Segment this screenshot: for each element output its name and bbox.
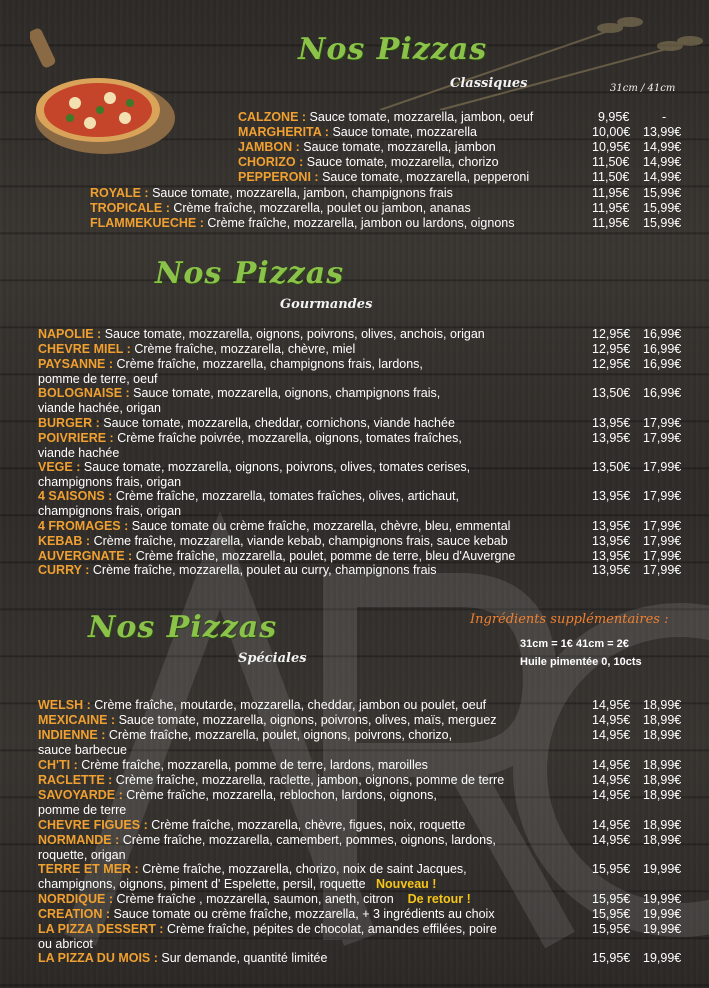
pizza-illustration-icon — [30, 28, 180, 158]
price-small: 15,95€ — [592, 922, 631, 936]
price-large: 18,99€ — [643, 698, 682, 712]
price-large: 19,99€ — [643, 892, 682, 906]
menu-item-pizza-dessert: LA PIZZA DESSERT : Crème fraîche, pépites de chocolat, amandes effilées, poire ou abricot — [38, 922, 497, 951]
price-small: 11,50€ — [592, 170, 630, 184]
price-large: 17,99€ — [643, 460, 682, 474]
menu-item-paysanne: PAYSANNE : Crème fraîche, mozzarella, champignons frais, lardons, pomme de terre, oeuf — [38, 357, 423, 386]
menu-item-chevre-miel: CHEVRE MIEL : Crème fraîche, mozzarella, chèvre, miel — [38, 342, 356, 356]
menu-item-kebab: KEBAB : Crème fraîche, mozzarella, viande kebab, champignons frais, sauce kebab — [38, 534, 508, 548]
price-small: 14,95€ — [592, 758, 631, 772]
price-large: 18,99€ — [643, 833, 682, 847]
price-small: 13,95€ — [592, 549, 631, 563]
menu-item-vege: VEGE : Sauce tomate, mozzarella, oignons, poivrons, olives, tomates cerises, champignons frais, origan — [38, 460, 471, 489]
price-large: 14,99€ — [643, 155, 682, 169]
price-large: 19,99€ — [643, 862, 682, 876]
price-large: 16,99€ — [643, 327, 682, 341]
price-small: 15,95€ — [592, 907, 631, 921]
menu-item-4-fromages: 4 FROMAGES : Sauce tomate ou crème fraîche, mozzarella, chèvre, bleu, emmental — [38, 519, 511, 533]
menu-item-curry: CURRY : Crème fraîche, mozzarella, poulet au curry, champignons frais — [38, 563, 437, 577]
menu-item-chevre-figues: CHEVRE FIGUES : Crème fraîche, mozzarella, chèvre, figues, noix, roquette — [38, 818, 466, 832]
section-subtitle-speciales: Spéciales — [238, 651, 307, 666]
menu-item-mexicaine: MEXICAINE : Sauce tomate, mozzarella, oignons, poivrons, olives, maïs, merguez — [38, 713, 497, 727]
menu-item-bolognaise: BOLOGNAISE : Sauce tomate, mozzarella, oignons, champignons frais, viande hachée, origan — [38, 386, 441, 415]
menu-item-chorizo: CHORIZO : Sauce tomate, mozzarella, chorizo — [238, 155, 499, 169]
price-large: 17,99€ — [643, 534, 682, 548]
price-large: 15,99€ — [643, 201, 682, 215]
price-small: 14,95€ — [592, 728, 631, 742]
price-large: 17,99€ — [643, 489, 682, 503]
price-small: 13,95€ — [592, 431, 631, 445]
price-small: 12,95€ — [592, 357, 631, 371]
price-small: 13,95€ — [592, 519, 631, 533]
price-large: 17,99€ — [643, 519, 682, 533]
price-small: 13,50€ — [592, 386, 631, 400]
menu-item-jambon: JAMBON : Sauce tomate, mozzarella, jambon — [238, 140, 496, 154]
price-small: 11,95€ — [592, 201, 630, 215]
menu-item-auvergnate: AUVERGNATE : Crème fraîche, mozzarella, poulet, pomme de terre, bleu d'Auvergne — [38, 549, 516, 563]
menu-item-poivriere: POIVRIERE : Crème fraîche poivrée, mozzarella, oignons, tomates fraîches, viande hachée — [38, 431, 462, 460]
menu-item-savoyarde: SAVOYARDE : Crème fraîche, mozzarella, reblochon, lardons, oignons, pomme de terre — [38, 788, 437, 817]
price-large: 18,99€ — [643, 713, 682, 727]
menu-item-pepperoni: PEPPERONI : Sauce tomate, mozzarella, pepperoni — [238, 170, 530, 184]
extras-chili-oil: Huile pimentée 0, 10cts — [520, 656, 642, 668]
menu-item-tropicale: TROPICALE : Crème fraîche, mozzarella, poulet ou jambon, ananas — [90, 201, 471, 215]
new-badge: Nouveau ! — [376, 877, 437, 891]
extras-size-prices: 31cm = 1€ 41cm = 2€ — [520, 638, 629, 650]
price-large: 14,99€ — [643, 140, 682, 154]
price-small: 14,95€ — [592, 698, 631, 712]
menu-item-raclette: RACLETTE : Crème fraîche, mozzarella, raclette, jambon, oignons, pomme de terre — [38, 773, 505, 787]
extras-title: Ingrédients supplémentaires : — [470, 612, 669, 627]
menu-item-napolie: NAPOLIE : Sauce tomate, mozzarella, oignons, poivrons, olives, anchois, origan — [38, 327, 485, 341]
price-small: 14,95€ — [592, 788, 631, 802]
menu-item-nordique: NORDIQUE : Crème fraîche , mozzarella, saumon, aneth, citron De retour ! — [38, 892, 471, 906]
price-large: 13,99€ — [643, 125, 682, 139]
menu-item-flammekueche: FLAMMEKUECHE : Crème fraîche, mozzarella, jambon ou lardons, oignons — [90, 216, 515, 230]
menu-item-terre-et-mer: TERRE ET MER : Crème fraîche, mozzarella, chorizo, noix de saint Jacques, champignons, oignons, piment d' Espelette, persil, roquette Nouveau ! — [38, 862, 467, 891]
section-subtitle-classiques: Classiques — [450, 76, 528, 91]
price-large: 17,99€ — [643, 549, 682, 563]
price-small: 12,95€ — [592, 327, 631, 341]
menu-item-indienne: INDIENNE : Crème fraîche, mozzarella, poulet, oignons, poivrons, chorizo, sauce barbecue — [38, 728, 453, 757]
price-large: 17,99€ — [643, 431, 682, 445]
price-large: 19,99€ — [643, 951, 682, 965]
price-large: 15,99€ — [643, 186, 682, 200]
price-large: 17,99€ — [643, 416, 682, 430]
price-small: 10,00€ — [592, 125, 631, 139]
price-large: 18,99€ — [643, 788, 682, 802]
menu-item-normande: NORMANDE : Crème fraîche, mozzarella, camembert, pommes, oignons, lardons, roquette, origan — [38, 833, 496, 862]
price-small: 13,95€ — [592, 534, 631, 548]
menu-item-royale: ROYALE : Sauce tomate, mozzarella, jambon, champignons frais — [90, 186, 453, 200]
price-large: 18,99€ — [643, 818, 682, 832]
price-small: 10,95€ — [592, 140, 631, 154]
price-large: 16,99€ — [643, 386, 682, 400]
price-small: 14,95€ — [592, 713, 631, 727]
price-large: 19,99€ — [643, 907, 682, 921]
price-small: 12,95€ — [592, 342, 631, 356]
price-small: 11,95€ — [592, 186, 630, 200]
menu-item-chti: CH'TI : Crème fraîche, mozzarella, pomme de terre, lardons, maroilles — [38, 758, 428, 772]
section-title-classiques: Nos Pizzas — [298, 32, 488, 67]
price-large: 16,99€ — [643, 342, 682, 356]
size-header: 31cm / 41cm — [610, 83, 676, 94]
price-small: 14,95€ — [592, 833, 631, 847]
menu-item-creation: CREATION : Sauce tomate ou crème fraîche, mozzarella, + 3 ingrédients au choix — [38, 907, 495, 921]
price-small: 11,95€ — [592, 216, 630, 230]
price-small: 9,95€ — [598, 110, 630, 124]
price-small: 13,95€ — [592, 489, 631, 503]
price-large: 17,99€ — [643, 563, 682, 577]
price-small: 13,95€ — [592, 563, 631, 577]
menu-item-calzone: CALZONE : Sauce tomate, mozzarella, jambon, oeuf — [238, 110, 534, 124]
price-large: 18,99€ — [643, 773, 682, 787]
price-large: 19,99€ — [643, 922, 682, 936]
price-large: 15,99€ — [643, 216, 682, 230]
price-small: 13,95€ — [592, 416, 631, 430]
price-large: - — [662, 110, 667, 124]
price-small: 15,95€ — [592, 862, 631, 876]
price-small: 15,95€ — [592, 951, 631, 965]
price-small: 11,50€ — [592, 155, 630, 169]
menu-item-burger: BURGER : Sauce tomate, mozzarella, cheddar, cornichons, viande hachée — [38, 416, 455, 430]
price-small: 15,95€ — [592, 892, 631, 906]
menu-item-welsh: WELSH : Crème fraîche, moutarde, mozzarella, cheddar, jambon ou poulet, oeuf — [38, 698, 487, 712]
price-large: 18,99€ — [643, 758, 682, 772]
price-small: 14,95€ — [592, 818, 631, 832]
price-small: 14,95€ — [592, 773, 631, 787]
menu-item-4-saisons: 4 SAISONS : Crème fraîche, mozzarella, tomates fraîches, olives, artichaut, champignons frais, origan — [38, 489, 460, 518]
menu-item-pizza-du-mois: LA PIZZA DU MOIS : Sur demande, quantité limitée — [38, 951, 328, 965]
menu-item-margherita: MARGHERITA : Sauce tomate, mozzarella — [238, 125, 477, 139]
section-title-speciales: Nos Pizzas — [88, 610, 278, 645]
price-large: 16,99€ — [643, 357, 682, 371]
price-large: 14,99€ — [643, 170, 682, 184]
back-badge: De retour ! — [407, 892, 471, 906]
section-title-gourmandes: Nos Pizzas — [155, 256, 345, 291]
price-large: 18,99€ — [643, 728, 682, 742]
section-subtitle-gourmandes: Gourmandes — [280, 297, 373, 312]
price-small: 13,50€ — [592, 460, 631, 474]
